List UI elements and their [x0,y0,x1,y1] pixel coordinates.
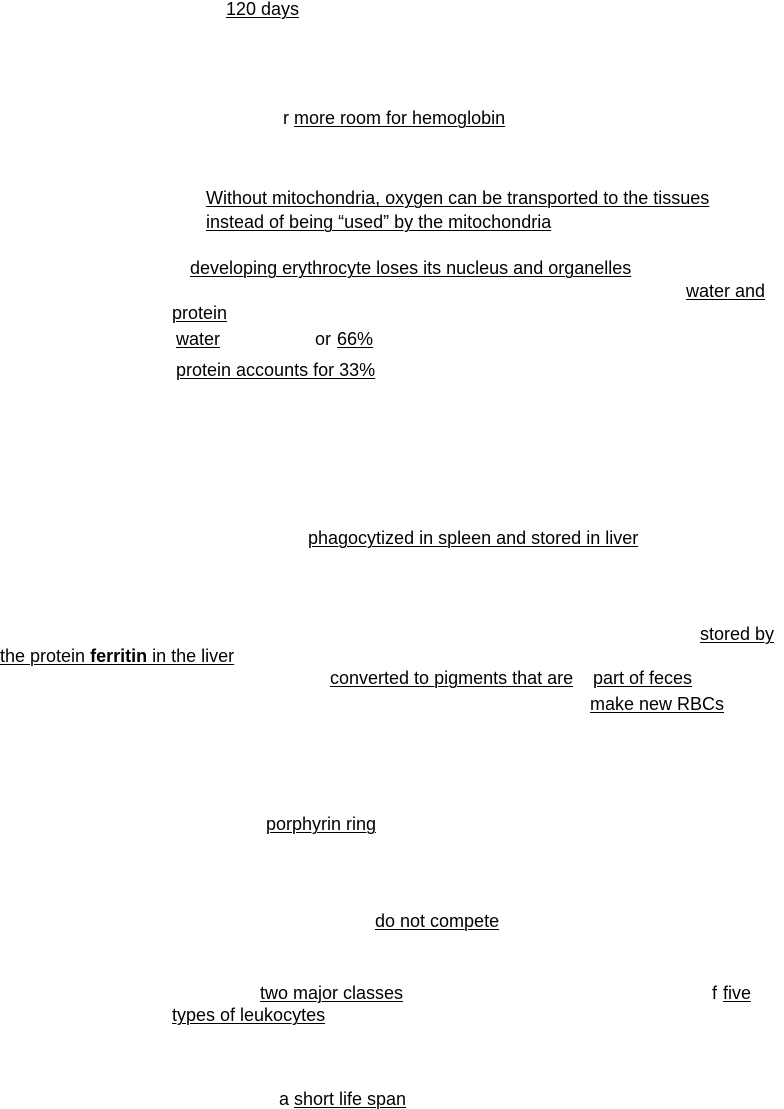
text-developing-erythrocyte: developing erythrocyte loses its nucleus and organelles [190,258,632,278]
text-protein-accounts: protein accounts for 33% [176,360,376,380]
text-five: five [723,983,752,1003]
text-in-the-liver: in the liver [152,646,235,666]
text-the-protein: the protein [0,646,86,666]
text-without-mitochondria: Without mitochondria, oxygen can be transported to the tissues [206,188,710,208]
text-stored-by: stored by [700,624,775,644]
text-ferritin: ferritin [90,646,148,666]
text-or: or [315,329,332,349]
text-two-major-classes: two major classes [260,983,404,1003]
text-letter-r: r [283,108,289,128]
text-protein: protein [172,303,228,323]
text-instead-of-being-used: instead of being “used” by the mitochondria [206,212,552,232]
text-ferritin-line [0,647,234,665]
text-short-life-span: short life span [294,1089,407,1109]
text-more-room-for-hemoglobin: more room for hemoglobin [294,108,506,128]
text-water: water [176,329,221,349]
text-make-new-rbcs: make new RBCs [590,694,725,714]
text-66-percent: 66% [337,329,374,349]
text-water-and: water and [686,281,766,301]
text-converted-to-pigments: converted to pigments that are [330,668,574,688]
text-letter-f: f [712,983,718,1003]
text-porphyrin-ring: porphyrin ring [266,814,377,834]
text-phagocytized: phagocytized in spleen and stored in liver [308,528,639,548]
text-do-not-compete: do not compete [375,911,500,931]
text-120-days: 120 days [226,0,300,19]
text-types-of-leukocytes: types of leukocytes [172,1005,326,1025]
text-letter-a: a [279,1089,290,1109]
text-part-of-feces: part of feces [593,668,693,688]
